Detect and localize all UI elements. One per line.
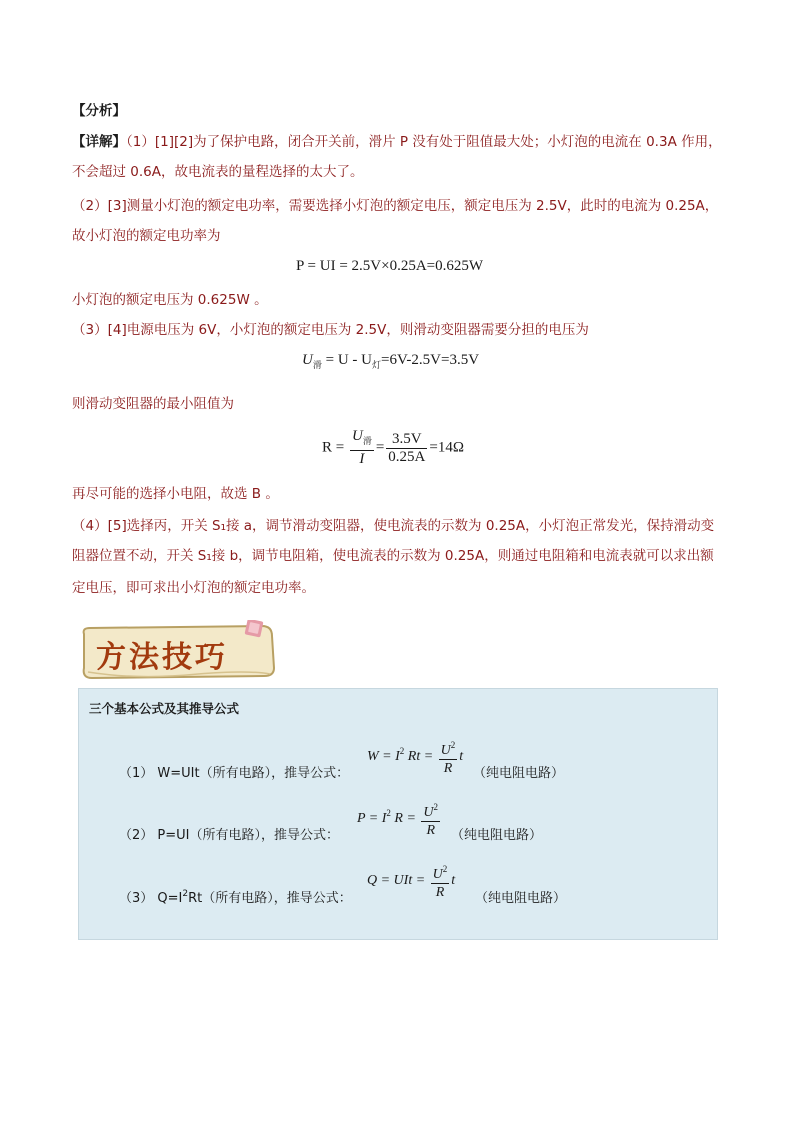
row2-fraction bbox=[421, 799, 440, 839]
row1-num-sup: 2 bbox=[450, 740, 456, 750]
row3-label-pre: （3） Q=I bbox=[119, 891, 183, 906]
formula-voltage bbox=[302, 352, 479, 371]
detail-paragraph-4-line-1: （4）[5]选择丙，开关 S₁接 a，调节滑动变阻器，使电流表的示数为 0.25A，小灯泡正常发光，保持滑动变 bbox=[72, 518, 715, 534]
row2-sup: 2 bbox=[386, 808, 391, 819]
row3-label-post: Rt（所有电路），推导公式： bbox=[188, 891, 352, 906]
formula-resistance bbox=[322, 428, 464, 468]
row3-tail: t bbox=[451, 873, 456, 889]
formula-row-1-formula bbox=[367, 737, 463, 777]
formula-row-1-note: （纯电阻电路） bbox=[473, 766, 565, 781]
formula-voltage-mid-sub: 灯 bbox=[371, 360, 381, 370]
detail-paragraph-2-line-2: 故小灯泡的额定电功率为 bbox=[72, 228, 221, 244]
formula-resistance-eq: = bbox=[375, 439, 385, 456]
row3-fraction bbox=[431, 861, 450, 901]
row1-sup: 2 bbox=[399, 746, 405, 757]
row2-num-sup: 2 bbox=[433, 802, 439, 812]
method-tips-banner bbox=[78, 620, 278, 682]
row2-den: R bbox=[426, 823, 436, 838]
detail-paragraph-1-line-1 bbox=[72, 132, 722, 152]
formula-resistance-lhs: R = bbox=[322, 439, 345, 456]
row2-lhs: P = I bbox=[357, 811, 387, 827]
detail-paragraph-2-line-3: 小灯泡的额定电压为 0.625W 。 bbox=[72, 292, 268, 308]
formula-voltage-lhs: U bbox=[302, 352, 313, 368]
frac1-num-sub: 滑 bbox=[362, 436, 372, 446]
row3-den: R bbox=[435, 885, 445, 900]
formula-row-3-formula bbox=[367, 861, 455, 901]
row1-fraction bbox=[439, 737, 458, 777]
row3-num: U bbox=[432, 867, 443, 882]
frac2-den: 0.25A bbox=[388, 448, 426, 465]
detail-paragraph-2-line-1: （2）[3]测量小灯泡的额定电功率，需要选择小灯泡的额定电压，额定电压为 2.5V，此时的电流为 0.25A， bbox=[72, 198, 719, 214]
formula-resistance-rhs: =14Ω bbox=[429, 439, 464, 456]
row1-mid: Rt = bbox=[407, 749, 434, 765]
formula-row-2-note: （纯电阻电路） bbox=[451, 828, 543, 843]
formula-power: P = UI = 2.5V×0.25A=0.625W bbox=[296, 258, 484, 274]
formula-resistance-fraction-1 bbox=[350, 428, 374, 468]
banner-title: 方法技巧 bbox=[96, 640, 228, 675]
detail-paragraph-3-line-3: 再尽可能的选择小电阻，故选 B 。 bbox=[72, 486, 279, 502]
formula-resistance-fraction-2 bbox=[386, 431, 427, 466]
detail-paragraph-4-line-3: 定电压，即可求出小灯泡的额定电功率。 bbox=[72, 580, 315, 596]
formula-row-2-label: （2） P=UI（所有电路），推导公式： bbox=[119, 828, 339, 843]
row3-lhs: Q = UIt = bbox=[367, 873, 426, 889]
formula-voltage-mid: = U - U bbox=[321, 352, 372, 368]
frac2-num: 3.5V bbox=[386, 431, 427, 449]
row1-num: U bbox=[440, 743, 451, 758]
row1-den: R bbox=[443, 761, 453, 776]
frac1-num: U bbox=[351, 428, 363, 444]
row3-label-sup: 2 bbox=[182, 889, 189, 899]
detail-paragraph-3-line-1: （3）[4]电源电压为 6V，小灯泡的额定电压为 2.5V，则滑动变阻器需要分担的电压为 bbox=[72, 322, 589, 338]
detail-paragraph-3-line-2: 则滑动变阻器的最小阻值为 bbox=[72, 396, 234, 412]
box-title: 三个基本公式及其推导公式 bbox=[89, 701, 240, 716]
row1-tail: t bbox=[459, 749, 464, 765]
detail-label: 【详解】 bbox=[72, 134, 126, 150]
row1-lhs: W = I bbox=[367, 749, 400, 765]
formula-row-1-label: （1） W=UIt（所有电路），推导公式： bbox=[119, 766, 350, 781]
formula-row-3-note: （纯电阻电路） bbox=[475, 891, 567, 906]
formula-voltage-lhs-sub: 滑 bbox=[312, 360, 322, 370]
row2-num: U bbox=[423, 805, 434, 820]
row2-mid: R = bbox=[394, 811, 416, 827]
formula-row-2-formula bbox=[357, 799, 442, 839]
row3-num-sup: 2 bbox=[442, 864, 448, 874]
frac1-den: I bbox=[359, 451, 365, 467]
detail-text: （1）[1][2]为了保护电路，闭合开关前，滑片 P 没有处于阻值最大处；小灯泡的电流在 0.3A 作用， bbox=[126, 134, 722, 150]
section-heading-analysis: 【分析】 bbox=[72, 103, 126, 119]
formula-voltage-rhs: =6V-2.5V=3.5V bbox=[381, 352, 480, 368]
detail-paragraph-4-line-2: 阻器位置不动，开关 S₁接 b，调节电阻箱，使电流表的示数为 0.25A，则通过电阻箱和电流表就可以求出额 bbox=[72, 548, 714, 564]
formula-summary-box bbox=[78, 688, 718, 940]
formula-row-3-label bbox=[119, 887, 352, 906]
detail-paragraph-1-line-2: 不会超过 0.6A，故电流表的量程选择的太大了。 bbox=[72, 164, 364, 180]
